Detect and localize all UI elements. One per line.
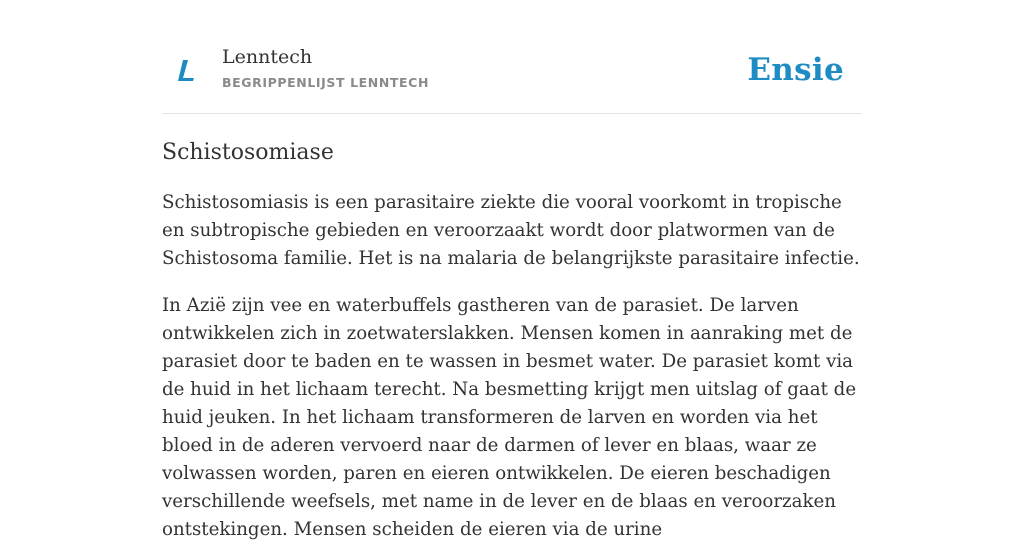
definition-paragraph-1: Schistosomiasis is een parasitaire ziekte die vooral voorkomt in tropische en subtropische gebieden en veroorzaakt wordt door platwormen van de Schistosoma familie. Het is na malaria de belangrijkste parasitaire infectie. (162, 192, 860, 269)
source-name[interactable]: Lenntech (222, 46, 313, 68)
page (162, 0, 862, 544)
source-subtitle[interactable]: BEGRIPPENLIJST LENNTECH (222, 75, 430, 90)
definition-paragraph-2: In Azië zijn vee en waterbuffels gastheren van de parasiet. De larven ontwikkelen zich in zoetwaterslakken. Mensen komen in aanraking met de parasiet door te baden en te wassen in besmet water. De parasiet komt via de huid in het lichaam terecht. Na besmetting krijgt men uitslag of gaat de huid jeuken. In het lichaam transformeren de larven en worden via het bloed in de aderen vervoerd naar de darmen of lever en blaas, waar ze volwassen worden, paren en eieren ontwikkelen. De eieren beschadigen verschillende weefsels, met name in de lever en de blaas en veroorzaken ontstekingen. Mensen scheiden de eieren via de urine (162, 295, 857, 540)
lenntech-logo-icon[interactable] (176, 56, 196, 84)
term-title: Schistosomiase (162, 140, 334, 165)
header (162, 44, 862, 114)
ensie-brand-logo[interactable]: Ensie (747, 52, 844, 88)
